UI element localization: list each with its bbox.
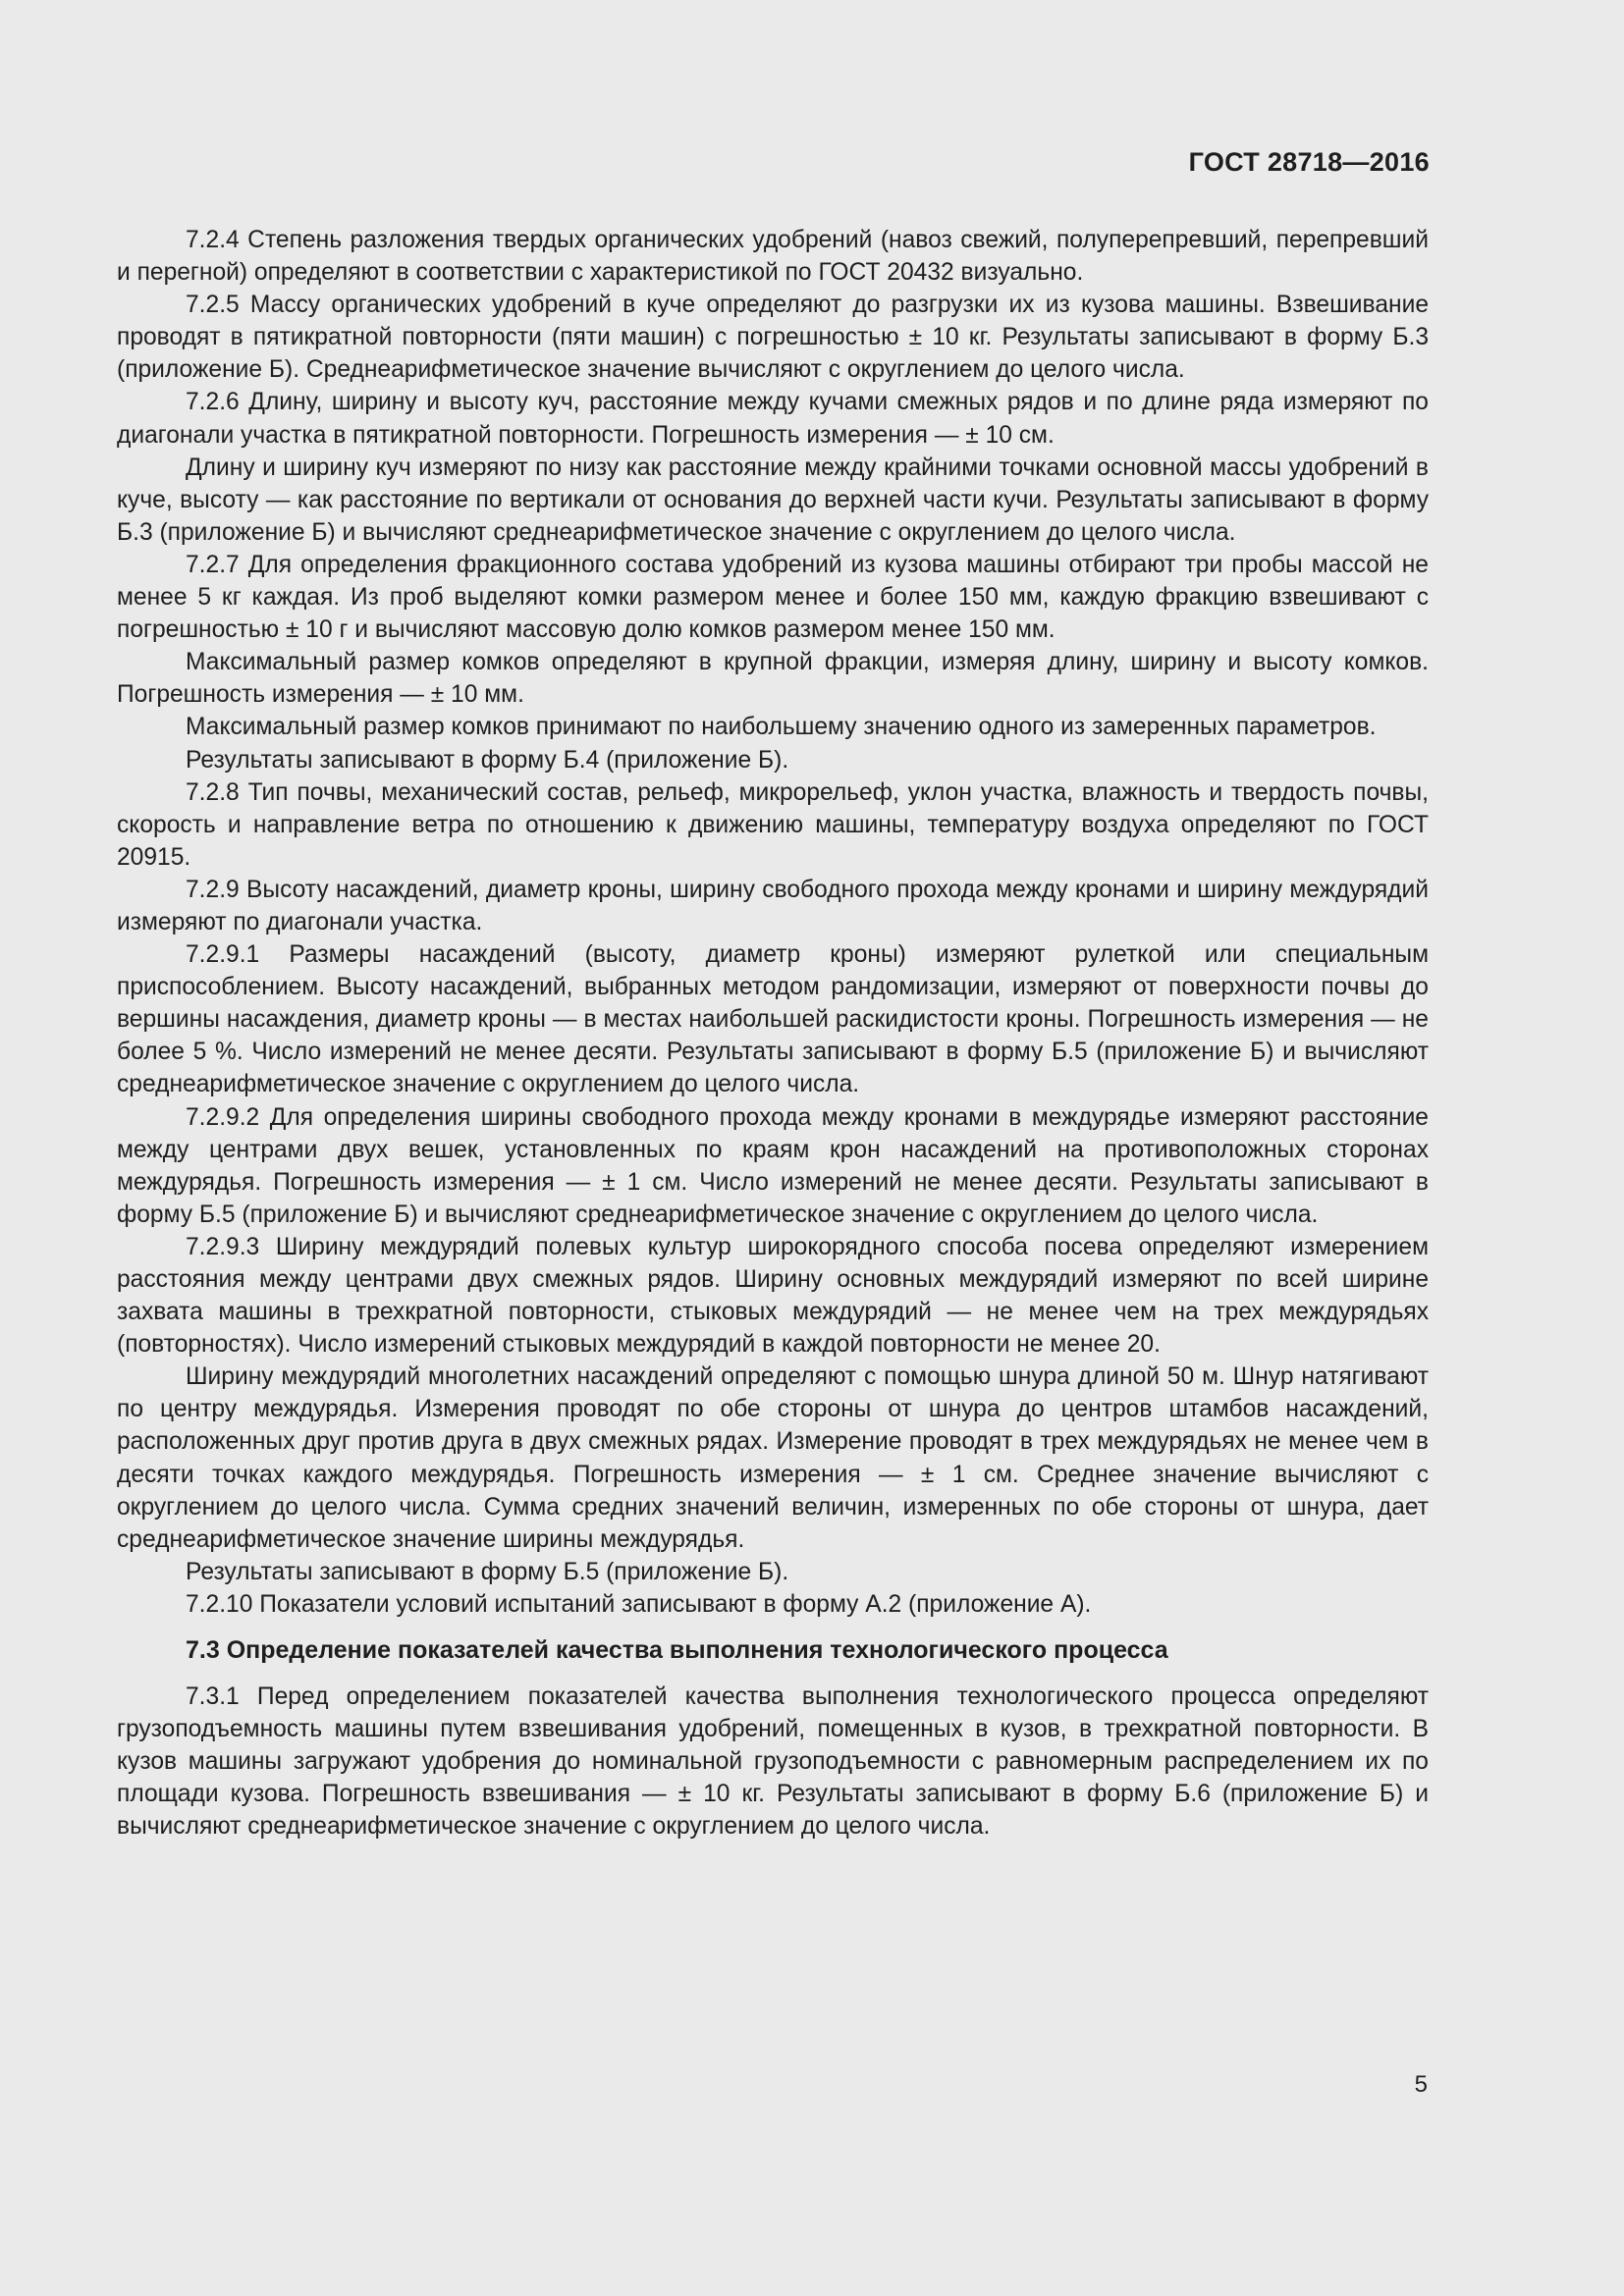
paragraph-7-2-7-max-param: Максимальный размер комков принимают по наибольшему значению одного из замеренных параметров. <box>186 714 1377 741</box>
paragraph-7-2-6-cont: Длину и ширину куч измеряют по низу как расстояние между крайними точками основной массы удобрений в куче, высоту — как расстояние по вертикали от основания до верхней части кучи. Результаты записывают в форму Б.3 (приложение Б) и вычисляют среднеарифметическое значение с округлением до целого числа. <box>117 454 1429 546</box>
paragraph-7-2-9: 7.2.9 Высоту насаждений, диаметр кроны, ширину свободного прохода между кронами и ширину междурядий измеряют по диагонали участка. <box>117 876 1429 935</box>
page-number: 5 <box>1414 2071 1428 2098</box>
paragraph-7-2-4: 7.2.4 Степень разложения твердых органических удобрений (навоз свежий, полуперепревший, перепревший и перегной) определяют в соответствии с характеристикой по ГОСТ 20432 визуально. <box>117 227 1429 287</box>
paragraph-7-2-5: 7.2.5 Массу органических удобрений в куче определяют до разгрузки их из кузова машины. Взвешивание проводят в пятикратной повторности (пяти машин) с погрешностью ± 10 кг. Результаты записывают в форму Б.3 (приложение Б). Среднеарифметическое значение вычисляют с округлением до целого числа. <box>117 292 1429 384</box>
paragraph-7-2-9-3-cont: Ширину междурядий многолетних насаждений определяют с помощью шнура длиной 50 м. Шнур натягивают по центру междурядья. Измерения проводят по обе стороны от шнура до центров штамбов насаждений, расположенных друг против друга в двух смежных рядах. Измерение проводят в трех междурядьях не менее чем в десяти точках каждого междурядья. Погрешность измерения — ± 1 см. Среднее значение вычисляют с округлением до целого числа. Сумма средних значений величин, измеренных по обе стороны от шнура, дает среднеарифметическое значение ширины междурядья. <box>117 1363 1429 1553</box>
paragraph-7-2-7-results: Результаты записывают в форму Б.4 (приложение Б). <box>186 746 789 774</box>
paragraph-7-3-1: 7.3.1 Перед определением показателей качества выполнения технологического процесса определяют грузоподъемность машины путем взвешивания удобрений, помещенных в кузов, в трехкратной повторности. В кузов машины загружают удобрения до номинальной грузоподъемности с равномерным распределением их по площади кузова. Погрешность взвешивания — ± 10 кг. Результаты записывают в форму Б.6 (приложение Б) и вычисляют среднеарифметическое значение с округлением до целого числа. <box>117 1683 1429 1841</box>
paragraph-7-2-7-max-size: Максимальный размер комков определяют в крупной фракции, измеряя длину, ширину и высоту комков. Погрешность измерения — ± 10 мм. <box>117 649 1429 709</box>
document-body <box>117 224 1429 1843</box>
section-heading-7-3: 7.3 Определение показателей качества выполнения технологического процесса <box>186 1636 1168 1665</box>
paragraph-7-2-8: 7.2.8 Тип почвы, механический состав, рельеф, микрорельеф, уклон участка, влажность и твердость почвы, скорость и направление ветра по отношению к движению машины, температуру воздуха определяют по ГОСТ 20915. <box>117 778 1429 871</box>
paragraph-7-2-6: 7.2.6 Длину, ширину и высоту куч, расстояние между кучами смежных рядов и по длине ряда измеряют по диагонали участка в пятикратной повторности. Погрешность измерения — ± 10 см. <box>117 389 1429 449</box>
paragraph-7-2-9-2: 7.2.9.2 Для определения ширины свободного прохода между кронами в междурядье измеряют расстояние между центрами двух вешек, установленных по краям крон насаждений на противоположных сторонах междурядья. Погрешность измерения — ± 1 см. Число измерений не менее десяти. Результаты записывают в форму Б.5 (приложение Б) и вычисляют среднеарифметическое значение с округлением до целого числа. <box>117 1103 1429 1228</box>
paragraph-7-2-9-1: 7.2.9.1 Размеры насаждений (высоту, диаметр кроны) измеряют рулеткой или специальным приспособлением. Высоту насаждений, выбранных методом рандомизации, измеряют от поверхности почвы до вершины насаждения, диаметр кроны — в местах наибольшей раскидистости кроны. Погрешность измерения — не более 5 %. Число измерений не менее десяти. Результаты записывают в форму Б.5 (приложение Б) и вычисляют среднеарифметическое значение с округлением до целого числа. <box>117 941 1429 1098</box>
paragraph-7-2-10: 7.2.10 Показатели условий испытаний записывают в форму А.2 (приложение А). <box>186 1590 1092 1618</box>
paragraph-7-2-7: 7.2.7 Для определения фракционного состава удобрений из кузова машины отбирают три пробы массой не менее 5 кг каждая. Из проб выделяют комки размером менее и более 150 мм, каждую фракцию взвешивают с погрешностью ± 10 г и вычисляют массовую долю комков размером менее 150 мм. <box>117 551 1429 644</box>
document-header: ГОСТ 28718—2016 <box>1188 147 1430 177</box>
paragraph-7-2-9-3-results: Результаты записывают в форму Б.5 (приложение Б). <box>186 1558 789 1585</box>
paragraph-7-2-9-3: 7.2.9.3 Ширину междурядий полевых культур широкорядного способа посева определяют измерением расстояния между центрами двух смежных рядов. Ширину основных междурядий измеряют по всей ширине захвата машины в трехкратной повторности, стыковых междурядий — не менее чем на трех междурядьях (повторностях). Число измерений стыковых междурядий в каждой повторности не менее 20. <box>117 1233 1429 1359</box>
